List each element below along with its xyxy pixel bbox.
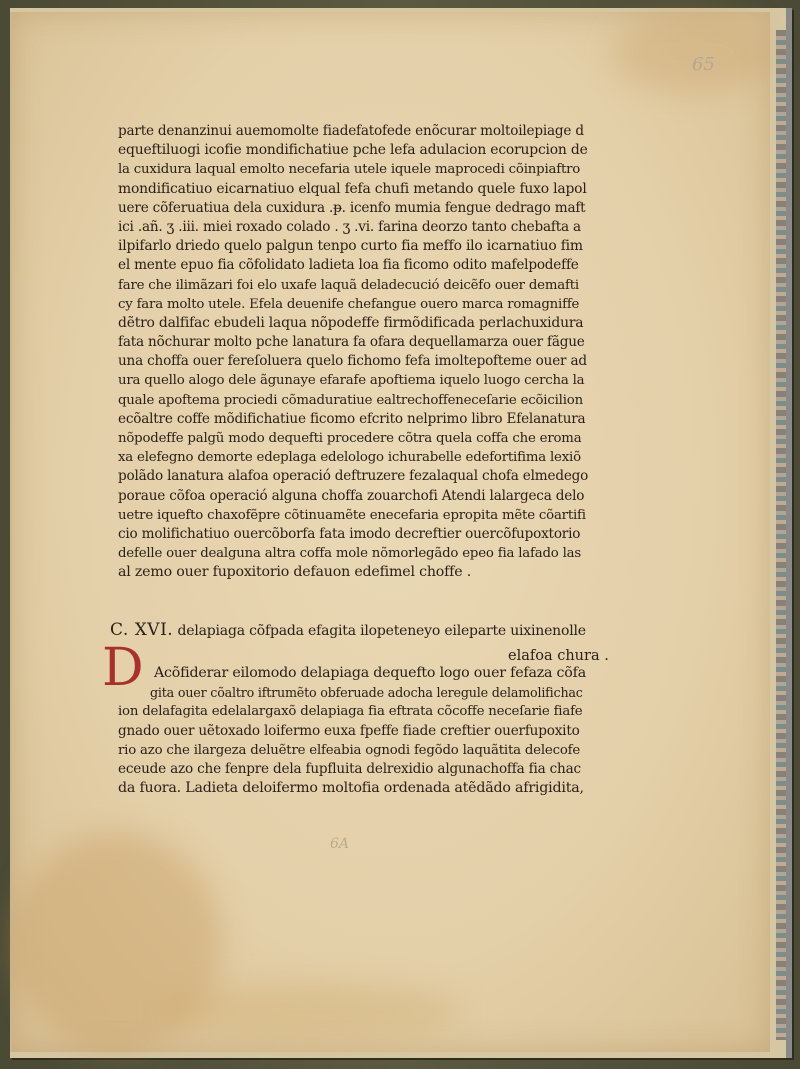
chapter-body [118,664,588,798]
chapter-number: C. XVI. [110,620,174,640]
chapter-title-continuation: elafoa chura . [508,648,609,664]
text-line: nõpodeffe palgũ modo dequefti procedere cõtra quela coffa che eroma [118,431,582,446]
text-line: gita ouer cõaltro iftrumẽto obferuade adocha leregule delamolifichac [150,685,583,701]
marbled-edge [776,30,786,1040]
chapter-title: delapiaga cõfpada efagita ilopeteneyo eileparte uixinenolle [177,623,586,639]
text-line: ecõaltre coffe mõdifichatiue ficomo efcrito nelprimo libro Efelanatura [118,410,586,427]
text-line: eceude azo che fenpre dela fupfluita delrexidio algunachoffa fia chac [118,760,581,777]
text-line: equeftiluogi icofie mondifichatiue pche lefa adulacion ecorupcion de [118,142,588,159]
text-line: polãdo lanatura alafoa operació deftruzere fezalaqual chofa elmedego [118,468,589,485]
signature-mark: 6A [330,836,350,852]
folio-number: 65 [692,54,715,75]
text-line: poraue cõfoa operació alguna choffa zouarchofi Atendi lalargeca delo [118,487,585,504]
text-line: xa elefegno demorte edeplaga edelologo ichurabelle edefortifima lexiõ [118,450,581,466]
text-line: fare che ilimãzari foi elo uxafe laquã deladecució deicẽfo ouer demafti [118,277,579,293]
water-stain [612,12,772,92]
text-line: defelle ouer dealguna altra coffa mole nõmorlegãdo epeo fia lafado las [118,546,582,562]
text-line: parte denanzinui auemomolte fiadefatofede enõcurar moltoilepiage d [118,123,584,139]
text-line: ici .añ. ʒ .iii. miei roxado colado . ʒ .vi. farina deorzo tanto chebafta a [118,218,581,235]
text-line: la cuxidura laqual emolto necefaria utele iquele maprocedi cõinpiaftro [118,162,581,178]
text-line: dẽtro dalfifac ebudeli laqua nõpodeffe firmõdificada perlachuxidura [118,314,584,331]
text-line: fata nõchurar molto pche lanatura fa ofara dequellamarza ouer fãgue [118,334,585,351]
rubricated-initial: D [102,638,144,698]
text-line: ura quello alogo dele ãgunaye efarafe apoftiema iquelo luogo cercha la [118,373,585,389]
paragraph-body [118,122,588,583]
text-line: ilpifarlo driedo quelo palgun tenpo curto fia meffo ilo icarnatiuo fim [118,238,583,255]
text-line: uetre iquefto chaxofẽpre cõtinuamẽte enecefaria epropita mẽte cõartifi [118,507,586,523]
text-line: quale apoftema prociedi cõmaduratiue ealtrechoffeneceſarie ecõicilion [118,392,583,408]
text-line: uere cõferuatiua dela cuxidura .ᵽ. icenfo mumia fengue dedrago maft [118,199,586,216]
text-line: una choffa ouer fereſoluera quelo fichomo fefa imoltepofteme ouer ad [118,353,587,370]
text-line: ion delafagita edelalargaxõ delapiaga fia eftrata cõcoffe neceſarie fiafe [118,704,583,720]
text-line: gnado ouer uẽtoxado loifermo euxa fpeffe fiade creftier ouerfupoxito [118,722,580,739]
text-line: cy fara molto utele. Efela deuenife chefangue ouero marca romagniffe [118,296,580,312]
text-line: rio azo che ilargeza deluẽtre elfeabia ognodi fegõdo laquãtita delecofe [118,742,581,758]
text-line: da fuora. Ladieta deloifermo moltofia ordenada atẽdãdo afrigidita, [118,780,584,797]
text-line: cio molifichatiuo ouercõborfa fata imodo decreftier ouercõfupoxtorio [118,525,581,542]
text-line: al zemo ouer fupoxitorio defauon edefimel choffe . [118,564,472,581]
text-line: el mente epuo fia cõfolidato ladieta loa fia ficomo odito mafelpodeffe [118,257,579,274]
water-stain [162,982,462,1042]
chapter-heading [110,620,590,640]
text-line: Acõfiderar eilomodo delapiaga dequefto logo ouer fefaza cõfa [154,665,586,681]
text-line: mondificatiuo eicarnatiuo elqual fefa chufi metando quele fuxo lapol [118,180,587,197]
